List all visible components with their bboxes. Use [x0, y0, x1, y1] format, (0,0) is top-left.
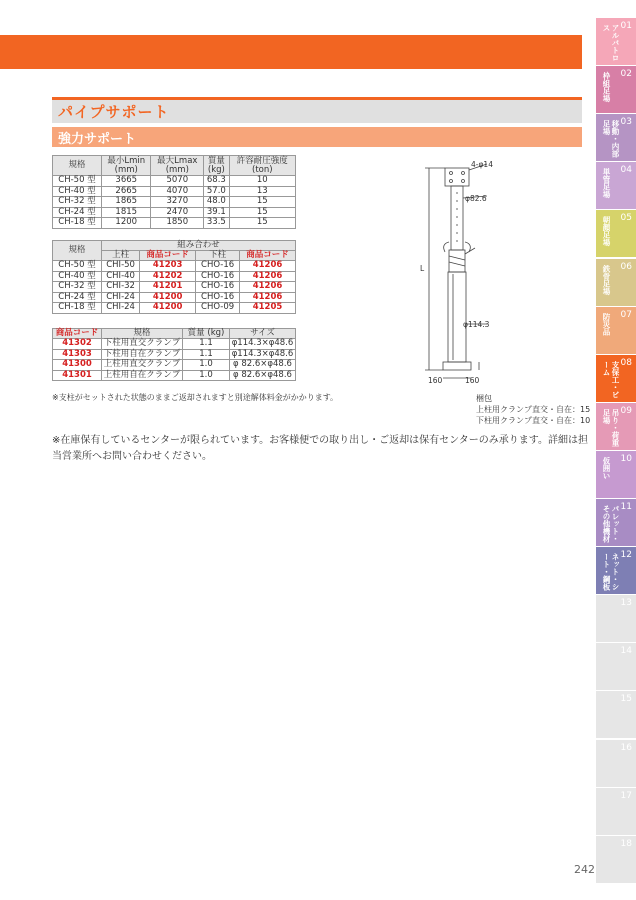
sidebar-tab[interactable] — [596, 740, 636, 787]
table-row — [53, 370, 296, 381]
lower-diameter-label: φ114.3 — [463, 320, 490, 329]
sidebar-tab-number: 17 — [620, 790, 632, 801]
table-cell: 15 — [229, 218, 295, 229]
table-cell: φ 82.6×φ48.6 — [230, 370, 296, 381]
sidebar-tab-label: 鉄骨足場 — [602, 264, 611, 295]
table-cell: 68.3 — [204, 176, 229, 187]
sidebar-tab-number: 03 — [620, 117, 632, 128]
table-cell: 1.1 — [183, 339, 230, 350]
table-row — [53, 271, 296, 282]
packing-line: 下柱用クランプ直交・自在：10 — [476, 416, 591, 425]
table-row — [53, 339, 296, 350]
header-cell: 規格 — [102, 329, 183, 339]
table-row — [53, 218, 296, 229]
table-cell: φ 82.6×φ48.6 — [230, 360, 296, 371]
sidebar-tab[interactable] — [596, 210, 636, 257]
table-cell: 13 — [229, 186, 295, 197]
sidebar-tab[interactable] — [596, 595, 636, 642]
table-cell: CH-50 型 — [53, 261, 102, 272]
sidebar-tab-number: 08 — [620, 357, 632, 368]
sidebar-tab[interactable] — [596, 547, 636, 594]
table-cell: 41303 — [53, 349, 102, 360]
table-cell: 41300 — [53, 360, 102, 371]
sidebar-tab[interactable] — [596, 114, 636, 161]
sidebar-tab[interactable] — [596, 307, 636, 354]
table-cell: 15 — [229, 207, 295, 218]
sidebar-tab-label: 吊り・荷重足場 — [602, 408, 620, 447]
sidebar-tab-label: アルバトロス — [602, 24, 620, 62]
sidebar-tab[interactable] — [596, 259, 636, 306]
sidebar-tab[interactable] — [596, 836, 636, 883]
sidebar-tab[interactable] — [596, 643, 636, 690]
table-cell: 1815 — [102, 207, 151, 218]
sidebar-tab-number: 11 — [620, 502, 632, 512]
table-cell: 下柱用自在クランプ — [102, 349, 183, 360]
section-title-bar — [52, 97, 582, 123]
table-row — [53, 207, 296, 218]
table-cell: 1.0 — [183, 360, 230, 371]
base-plate — [443, 362, 471, 370]
sidebar-tab-label: 単管足場 — [602, 168, 611, 199]
clamp-table — [52, 328, 296, 381]
table-cell: 41202 — [140, 271, 196, 282]
top-plate — [445, 168, 469, 186]
table-cell: CHI-24 — [102, 292, 140, 303]
sidebar-tab-label: 防災品 — [602, 312, 611, 336]
packing-line: 上柱用クランプ直交・自在：15 — [476, 405, 591, 414]
sidebar-tab-number: 15 — [620, 694, 632, 705]
table-cell: CH-32 型 — [53, 197, 102, 208]
header-cell: 商品コード — [240, 251, 296, 261]
sidebar-tab-label: 枠組足場 — [602, 72, 611, 103]
table-cell: 3270 — [151, 197, 204, 208]
table-cell: CHO-09 — [196, 303, 240, 314]
table-row — [53, 349, 296, 360]
header-cell: 下柱 — [196, 251, 240, 261]
table-cell: CHO-16 — [196, 261, 240, 272]
table-cell: 41206 — [240, 282, 296, 293]
sidebar-tab-label: パレット・その他機材 — [602, 505, 620, 543]
table-cell: CH-32 型 — [53, 282, 102, 293]
spec-table — [52, 155, 296, 229]
sidebar-tab[interactable] — [596, 451, 636, 498]
table-cell: 1.1 — [183, 349, 230, 360]
table-cell: 下柱用直交クランプ — [102, 339, 183, 350]
table-cell: 上柱用自在クランプ — [102, 370, 183, 381]
chapter-index-sidebar — [596, 18, 636, 884]
adjuster — [449, 250, 465, 272]
sidebar-tab[interactable] — [596, 18, 636, 65]
sidebar-tab-label: 朝顔足場 — [602, 216, 611, 247]
table-cell: 10 — [229, 176, 295, 187]
table-cell: φ114.3×φ48.6 — [230, 349, 296, 360]
sidebar-tab-number: 09 — [620, 405, 632, 416]
header-cell: 組み合わせ — [102, 241, 296, 251]
table-cell: CHI-32 — [102, 282, 140, 293]
header-cell: 最大Lmax (mm) — [151, 156, 204, 176]
sidebar-tab-number: 12 — [620, 550, 632, 561]
table-cell: CHI-24 — [102, 303, 140, 314]
table-cell: 41301 — [53, 370, 102, 381]
table-cell: 41302 — [53, 339, 102, 350]
base-depth-label: 160 — [465, 376, 480, 385]
table-row — [53, 261, 296, 272]
table-row — [53, 360, 296, 371]
sidebar-tab-number: 16 — [620, 742, 632, 753]
sidebar-tab[interactable] — [596, 788, 636, 835]
packing-title: 梱包 — [476, 394, 492, 403]
table-cell: CH-50 型 — [53, 176, 102, 187]
subsection-bar — [52, 127, 582, 147]
length-label: L — [420, 264, 425, 273]
header-cell: 質量 (kg) — [183, 329, 230, 339]
header-cell: 規格 — [53, 241, 102, 261]
header-cell: 規格 — [53, 156, 102, 176]
table-cell: 41200 — [140, 292, 196, 303]
table-row — [53, 197, 296, 208]
combination-table — [52, 240, 296, 314]
table-cell: 41206 — [240, 271, 296, 282]
sidebar-tab-number: 02 — [620, 69, 632, 80]
table-row — [53, 303, 296, 314]
sidebar-tab-number: 10 — [620, 453, 632, 464]
table-header-row — [53, 241, 296, 251]
table-cell: CHO-16 — [196, 292, 240, 303]
table-header-row — [53, 156, 296, 176]
stock-note: ※在庫保有しているセンターが限られています。お客様便での取り出し・ご返却は保有センターのみ承ります。詳細は担当営業所へお問い合わせください。 — [52, 435, 588, 462]
table-cell: CHO-16 — [196, 271, 240, 282]
header-cell: 許容耐圧強度 (ton) — [229, 156, 295, 176]
table-row — [53, 292, 296, 303]
table-cell: 41203 — [140, 261, 196, 272]
page-number: 242 — [574, 863, 595, 876]
header-cell: 商品コード — [140, 251, 196, 261]
table-cell: 2665 — [102, 186, 151, 197]
hole-label: 4-φ14 — [471, 160, 493, 169]
sidebar-tab-number: 18 — [620, 838, 632, 849]
sidebar-tab[interactable] — [596, 66, 636, 113]
table-cell: 5070 — [151, 176, 204, 187]
upper-diameter-label: φ82.6 — [465, 194, 487, 203]
table-cell: 41201 — [140, 282, 196, 293]
table-cell: 33.5 — [204, 218, 229, 229]
sidebar-tab-label: 仮囲い — [602, 456, 611, 480]
page-title: パイプサポート — [58, 103, 170, 121]
table-cell: CH-24 型 — [53, 292, 102, 303]
sidebar-tab-number: 04 — [620, 165, 632, 176]
lower-pipe — [448, 272, 466, 362]
table-cell: 1200 — [102, 218, 151, 229]
table-cell: CH-40 型 — [53, 186, 102, 197]
table-cell: 3665 — [102, 176, 151, 187]
table-cell: CH-40 型 — [53, 271, 102, 282]
table-cell: 1850 — [151, 218, 204, 229]
table-cell: 15 — [229, 197, 295, 208]
header-cell: 商品コード — [53, 329, 102, 339]
table-cell: 41200 — [140, 303, 196, 314]
table-cell: CH-18 型 — [53, 303, 102, 314]
table-cell: 48.0 — [204, 197, 229, 208]
table-cell: 2470 — [151, 207, 204, 218]
sidebar-tab-number: 07 — [620, 309, 632, 320]
sidebar-tab-label: ネット・シート・鋼板 — [602, 553, 620, 591]
sidebar-tab-number: 14 — [620, 646, 632, 657]
table-cell: 57.0 — [204, 186, 229, 197]
table-cell: 1865 — [102, 197, 151, 208]
header-cell: サイズ — [230, 329, 296, 339]
sidebar-tab-number: 06 — [620, 261, 632, 272]
sidebar-tab-label: 移動・内部足場 — [602, 120, 620, 158]
sidebar-tab-number: 05 — [620, 213, 632, 224]
header-cell: 最小Lmin (mm) — [102, 156, 151, 176]
header-cell: 質量 (kg) — [204, 156, 229, 176]
pipe-support-drawing — [415, 156, 565, 396]
table-cell: 41206 — [240, 261, 296, 272]
sidebar-tab-number: 13 — [620, 598, 632, 609]
table-header-row — [53, 329, 296, 339]
sidebar-tab[interactable] — [596, 691, 636, 738]
table-cell: CH-18 型 — [53, 218, 102, 229]
table-cell: CH-24 型 — [53, 207, 102, 218]
dismantle-note: ※支柱がセットされた状態のままご返却されますと別途解体料金がかかります。 — [52, 393, 339, 402]
table-cell: CHO-16 — [196, 282, 240, 293]
table-row — [53, 186, 296, 197]
base-width-label: 160 — [428, 376, 443, 385]
table-cell: 41206 — [240, 292, 296, 303]
table-cell: 4070 — [151, 186, 204, 197]
table-cell: 41205 — [240, 303, 296, 314]
header-cell: 上柱 — [102, 251, 140, 261]
table-cell: 1.0 — [183, 370, 230, 381]
table-row — [53, 282, 296, 293]
sidebar-tab[interactable] — [596, 403, 636, 450]
subsection-title: 強力サポート — [58, 132, 137, 147]
sidebar-tab-number: 01 — [620, 21, 632, 31]
sidebar-tab[interactable] — [596, 355, 636, 402]
table-cell: φ114.3×φ48.6 — [230, 339, 296, 350]
sidebar-tab-label: 支保工・ビーム — [602, 360, 620, 399]
table-cell: CHI-50 — [102, 261, 140, 272]
pipe-support-diagram — [415, 156, 565, 396]
header-color-bar — [0, 35, 582, 69]
table-cell: 上柱用直交クランプ — [102, 360, 183, 371]
table-cell: CHI-40 — [102, 271, 140, 282]
sidebar-tab[interactable] — [596, 499, 636, 546]
sidebar-tab[interactable] — [596, 162, 636, 209]
table-cell: 39.1 — [204, 207, 229, 218]
table-row — [53, 176, 296, 187]
